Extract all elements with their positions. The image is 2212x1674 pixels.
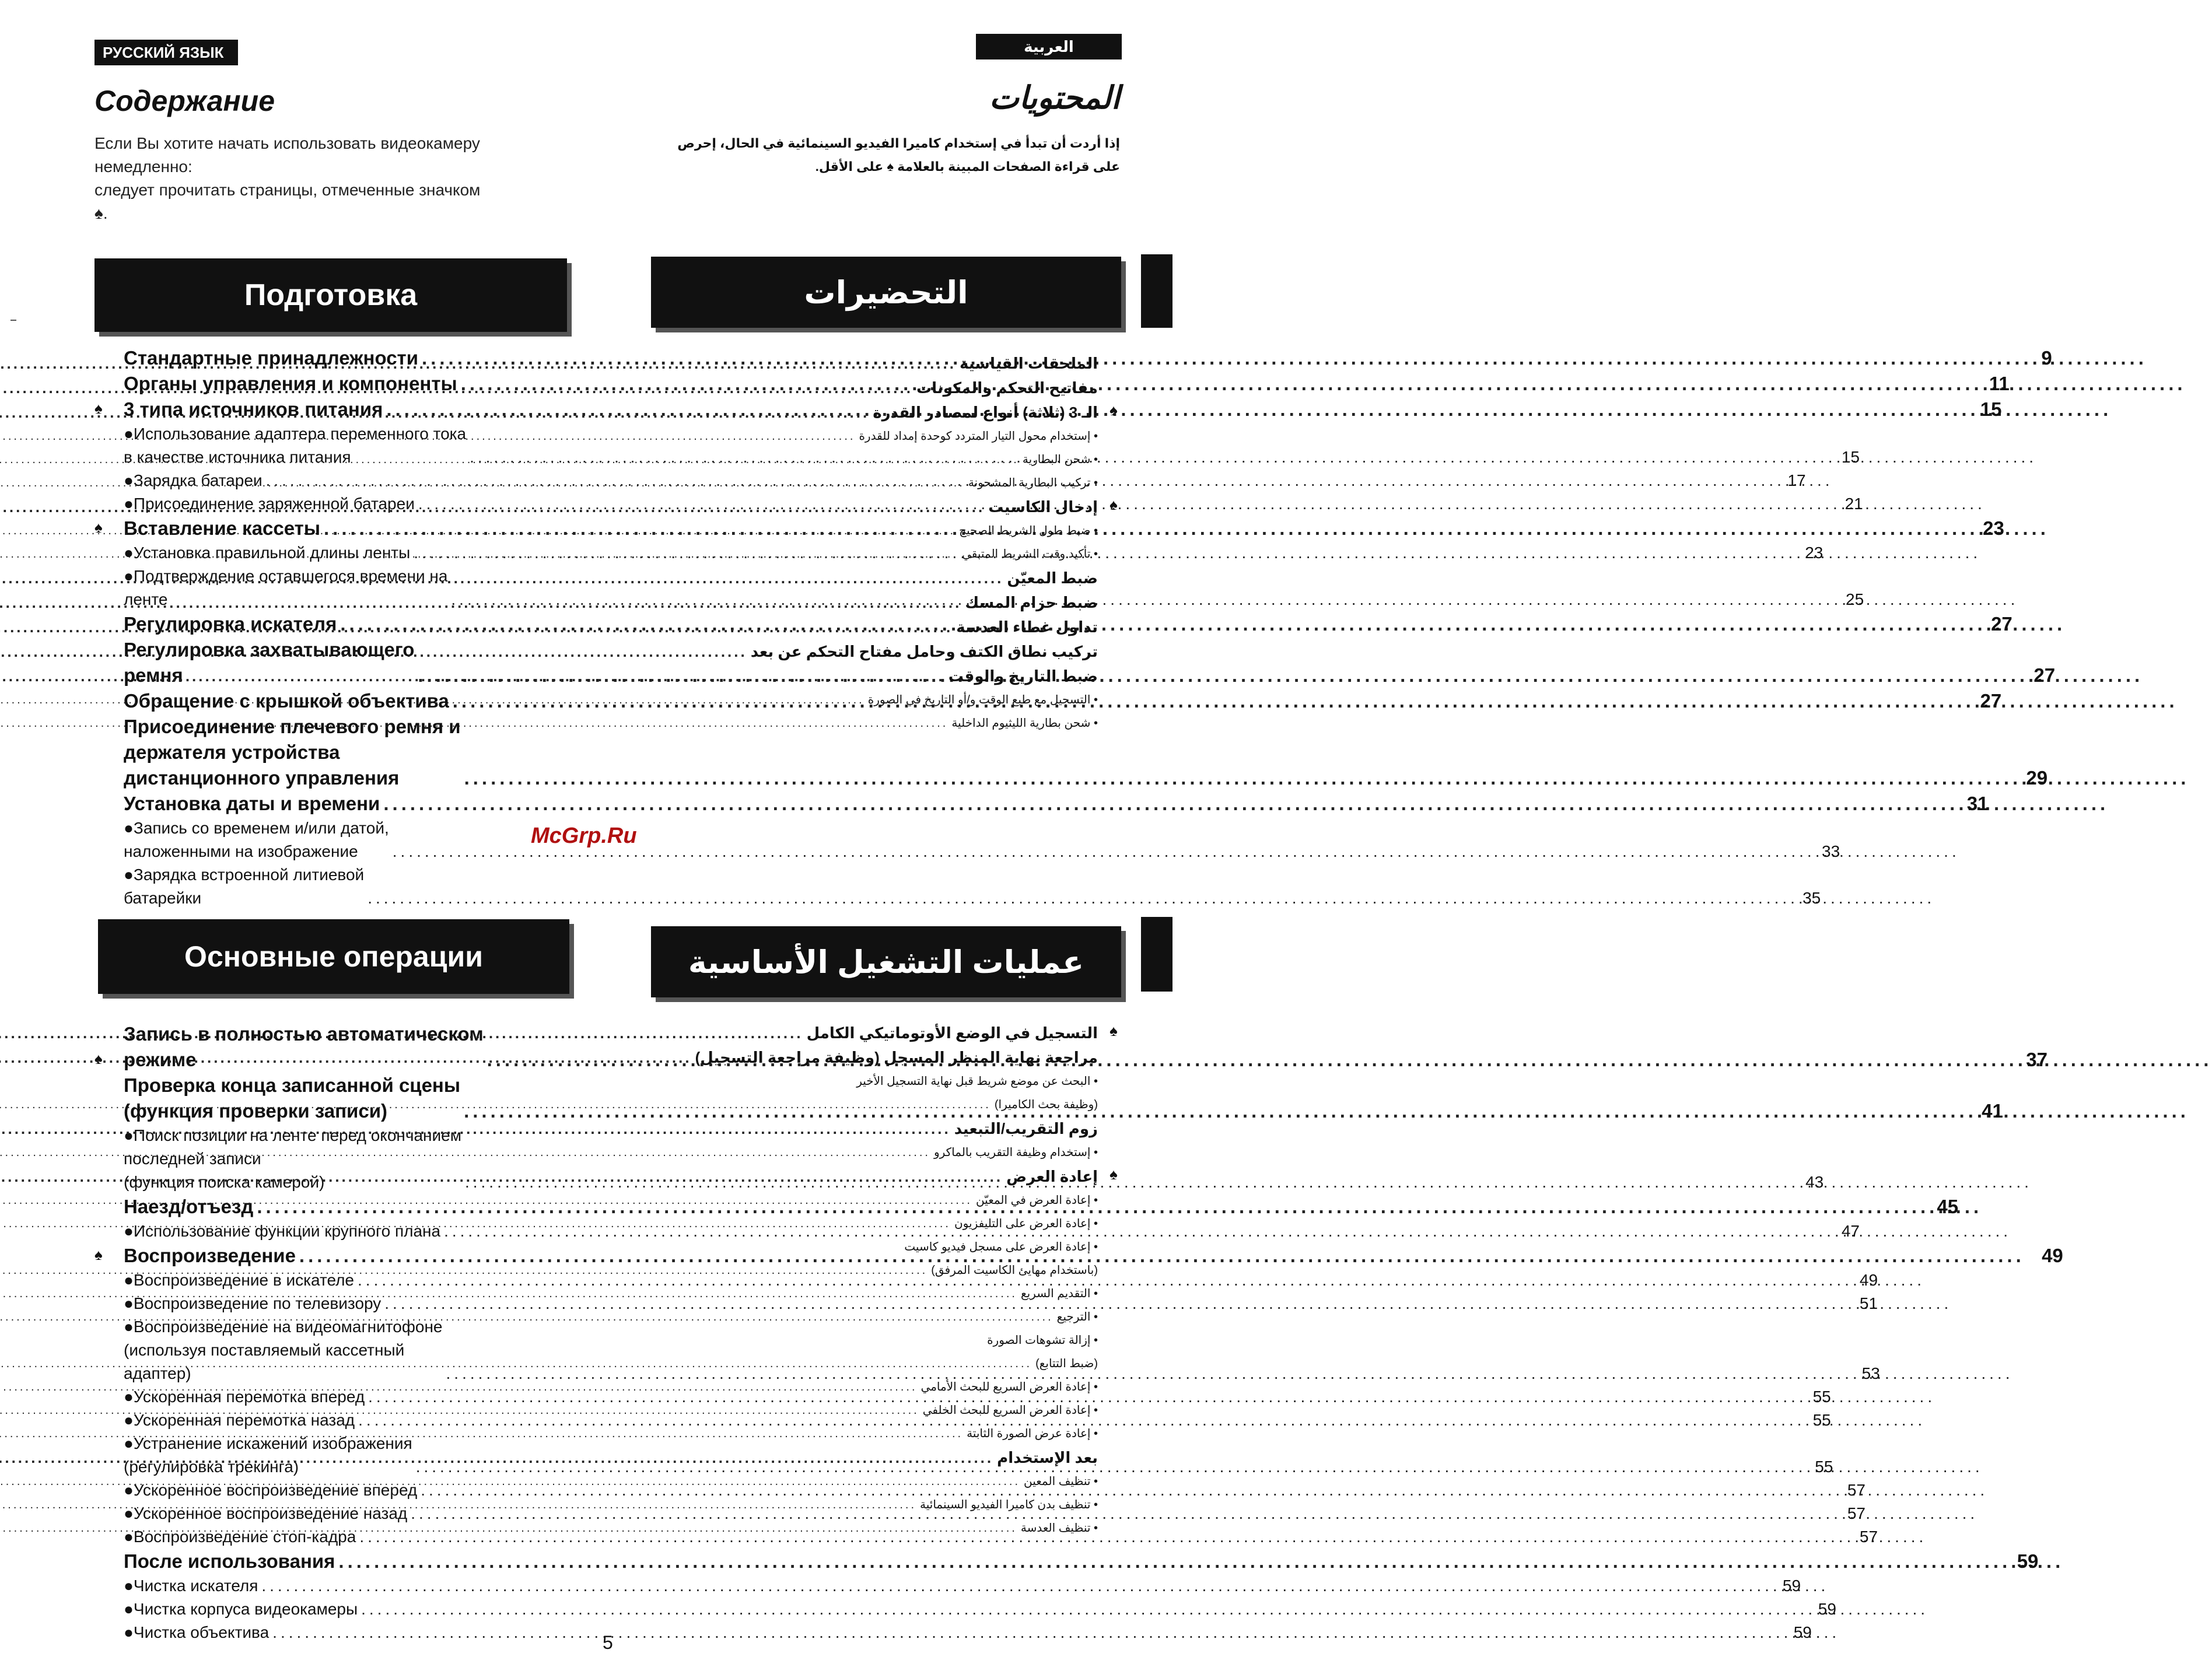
dot-leader [0, 615, 953, 639]
toc-entry-page: 59 [2017, 1550, 2039, 1572]
section-header-preparation-ar: التحضيرات [651, 257, 1121, 328]
dot-leader [0, 1399, 919, 1422]
dot-leader [272, 1621, 1773, 1644]
dot-leader [0, 1493, 916, 1517]
toc-entry-page: 33 [1822, 842, 1840, 860]
toc-entry-page: 53 [1861, 1364, 1880, 1382]
toc-entry-page: 47 [1841, 1222, 1860, 1240]
toc-entry-title: Наезд/отъезд [124, 1196, 254, 1217]
dot-leader [0, 639, 747, 664]
toc-entry-title: ●Присоединение заряженной батареи [124, 495, 415, 513]
dot-leader [0, 1445, 993, 1470]
toc-entry [649, 495, 1121, 519]
toc-entry-title: ●Установка правильной длины ленты [124, 544, 411, 562]
dot-leader [0, 495, 985, 519]
dot-leader [0, 1116, 951, 1141]
toc-entry [649, 1116, 1121, 1141]
toc-entry-title: • إعادة العرض على مسجل فيديو كاسيت [904, 1241, 1098, 1253]
toc-entry [649, 1399, 1121, 1422]
toc-entry-title: ●Ускоренное воспроизведение назад [124, 1504, 408, 1522]
toc-entry [649, 542, 1121, 566]
toc-entry-page: 55 [1815, 1458, 1833, 1476]
toc-entry [649, 664, 1121, 688]
dot-leader [0, 1259, 928, 1282]
edge-tab-basic-ops [1141, 917, 1172, 992]
margin-mark [10, 320, 16, 321]
toc-entry [649, 448, 1121, 471]
toc-entry-title: Регулировка захватывающего ремня [124, 639, 415, 686]
toc-entry-title: ●Использование адаптера переменного тока в качестве источника питания [124, 425, 467, 466]
toc-entry [649, 688, 1121, 712]
toc-entry [649, 1164, 1121, 1189]
toc-entry [649, 590, 1121, 615]
toc-entry [649, 1422, 1121, 1445]
toc-entry [94, 1621, 1812, 1644]
toc-entry-page: 55 [1812, 1411, 1831, 1429]
dot-leader [368, 887, 1782, 910]
toc-entry [649, 1470, 1121, 1493]
language-tag-arabic: العربية [976, 34, 1122, 59]
toc-entry-title: ●Запись со временем и/или датой, наложенными на изображение [124, 819, 389, 860]
dot-leader [0, 1305, 1054, 1329]
spade-icon: ♠ [1110, 1022, 1118, 1039]
toc-entry [649, 471, 1121, 495]
toc-entry-title: مفاتيح التحكم والمكونات [916, 379, 1098, 397]
dot-leader [0, 400, 869, 425]
toc-entry-title: Установка даты и времени [124, 793, 380, 814]
toc-entry-title: ●Ускоренная перемотка вперед [124, 1388, 365, 1406]
toc-entry-title: • تنظيف بدن كاميرا الفيديو السينمائية [920, 1498, 1098, 1511]
toc-entry-title: Запись в полностью автоматическом режиме [124, 1023, 484, 1070]
toc-entry-title: Присоединение плечевого ремня и держателя устройства дистанционного управления [124, 716, 461, 789]
toc-entry [649, 1517, 1121, 1540]
dot-leader [0, 1045, 692, 1070]
dot-leader [0, 351, 956, 376]
toc-entry-page: 9 [2041, 347, 2052, 369]
toc-entry-title: • تركيب البطارية المشحونة [968, 477, 1098, 489]
toc-entry-page: 11 [1989, 373, 2010, 394]
toc-entry [94, 1549, 2039, 1574]
toc-entry-title: تركيب نطاق الكتف وحامل مفتاح التحكم عن بعد [750, 643, 1098, 660]
toc-entry-page: 49 [2042, 1245, 2063, 1266]
dot-leader [0, 566, 1003, 590]
spade-icon: ♠ [1110, 401, 1118, 419]
toc-entry-title: مراجعة نهاية المنظر المسجل (وظيفة مراجعة التسجيل) [695, 1049, 1098, 1066]
section-header-basic-ops-ar: عمليات التشغيل الأساسية [651, 926, 1121, 997]
toc-entry [649, 1189, 1121, 1212]
dot-leader [0, 542, 958, 566]
toc-entry-title: إعادة العرض [1006, 1168, 1098, 1185]
toc-entry [94, 791, 1989, 817]
toc-entry-title: ●Использование функции крупного плана [124, 1222, 441, 1240]
toc-entry [649, 1445, 1121, 1470]
toc-entry-title: ●Зарядка встроенной литиевой батарейки [124, 866, 365, 907]
toc-entry [94, 863, 1821, 910]
toc-entry-title: Регулировка искателя [124, 613, 337, 635]
toc-entry-title: • ضبط طول الشريط الصحيح [959, 524, 1098, 537]
toc-entry-title: • تنظيف العدسة [1020, 1522, 1098, 1535]
watermark: McGrp.Ru [531, 824, 637, 848]
dot-leader [0, 471, 965, 495]
toc-entry-title: ضبط حزام المسك [965, 594, 1098, 611]
toc-entry-title: ●Чистка искателя [124, 1577, 258, 1595]
toc-entry-page: 27 [1991, 613, 2013, 635]
toc-entry-title: • التسجيل مع طبع الوقت و/أو التاريخ في الصورة [867, 694, 1098, 706]
spade-icon: ♠ [94, 400, 103, 417]
dot-leader [0, 1375, 918, 1399]
dot-leader [0, 1141, 930, 1164]
toc-entry-title: Проверка конца записанной сцены (функция проверки записи) [124, 1074, 461, 1122]
toc-entry-page: 57 [1859, 1528, 1878, 1546]
dot-leader [361, 1598, 1798, 1621]
toc-entry-title: • إزالة تشوهات الصورة [987, 1334, 1098, 1347]
toc-entry-page: 51 [1859, 1294, 1878, 1312]
dot-leader [0, 376, 913, 400]
spade-icon: ♠ [94, 1050, 103, 1067]
toc-entry [649, 519, 1121, 542]
dot-leader [0, 1470, 1020, 1493]
dot-leader [0, 1093, 991, 1116]
toc-entry-title: • التقديم السريع [1020, 1287, 1098, 1300]
toc-entry [649, 1235, 1121, 1259]
toc-entry [649, 425, 1121, 448]
toc-entry [649, 1259, 1121, 1282]
toc-entry-title: Обращение с крышкой объектива [124, 690, 449, 712]
toc-entry-title: الملحقات القياسية [960, 355, 1098, 372]
toc-entry-title: إدخال الكاسيت [988, 498, 1098, 516]
toc-entry-title: ●Подтверждение оставшегося времени на ленте [124, 567, 448, 608]
dot-leader [0, 1164, 1003, 1189]
toc-entry-page: 59 [1793, 1623, 1812, 1641]
toc-entry [94, 1598, 1836, 1621]
toc-entry [649, 1282, 1121, 1305]
toc-entry-page: 31 [1966, 793, 1989, 814]
toc-entry-title: ●Чистка объектива [124, 1623, 270, 1641]
toc-entry-page: 27 [1980, 690, 2002, 712]
toc-entry [649, 1045, 1121, 1070]
toc-entry-title: ●Чистка корпуса видеокамеры [124, 1600, 358, 1618]
intro-text-russian: Если Вы хотите начать использовать видеокамеру немедленно: следует прочитать страницы, отмеченные значком ♠. [94, 134, 481, 222]
toc-entry-title: ●Зарядка батареи [124, 471, 262, 489]
dot-leader [0, 688, 864, 712]
toc-entry-title: ●Ускоренная перемотка назад [124, 1411, 355, 1429]
dot-leader [0, 1282, 1017, 1305]
toc-entry [649, 1352, 1121, 1375]
toc-entry-title: • تأكيد وقت الشريط المتبقي [962, 548, 1098, 561]
toc-entry-title: ضبط المعيّن [1007, 569, 1098, 587]
toc-entry-title: 3 типа источников питания [124, 398, 383, 420]
toc-entry-title: التسجيل في الوضع الأوتوماتيكي الكامل [806, 1024, 1098, 1042]
toc-entry-page: 27 [2034, 664, 2056, 686]
toc-entry [649, 615, 1121, 639]
toc-entry-title: ●Воспроизведение по телевизору [124, 1294, 382, 1312]
toc-entry-title: زوم التقريب/التبعيد [954, 1120, 1098, 1137]
toc-entry-title: • الترجيع [1056, 1311, 1098, 1323]
dot-leader [0, 1352, 1032, 1375]
toc-entry-title: ضبط التاريخ والوقت [948, 667, 1098, 685]
toc-entry-title: • إستخدام وظيفة التقريب بالماكرو [933, 1146, 1098, 1159]
dot-leader [0, 1517, 1017, 1540]
toc-entry-title: (باستخدام مهايئ الكاسيت المرفق) [931, 1264, 1098, 1277]
dot-leader [0, 519, 956, 542]
toc-entry-title: Органы управления и компоненты [124, 373, 457, 394]
language-tag-russian: РУССКИЙ ЯЗЫК [94, 40, 238, 65]
toc-entry-title: Вставление кассеты [124, 517, 321, 539]
toc-entry-title: • إعادة العرض السريع للبحث الخلفي [922, 1404, 1098, 1417]
dot-leader [0, 448, 1019, 471]
dot-leader [338, 1549, 2000, 1574]
toc-entry-title: • إعادة عرض الصورة الثابتة [967, 1427, 1098, 1440]
toc-entry-page: 49 [1859, 1271, 1878, 1289]
toc-entry-title: • إعادة العرض في المعيّن [975, 1194, 1098, 1207]
toc-entry-title: ●Ускоренное воспроизведение вперед [124, 1481, 418, 1499]
toc-entry [649, 1093, 1121, 1116]
intro-text-arabic: إذا أردت أن تبدأ في إستخدام كاميرا الفيديو السينمائية في الحال، إحرص على قراءة الصفحات المبينة بالعلامة ♠ على الأقل. [677, 136, 1120, 174]
toc-entry [649, 1375, 1121, 1399]
toc-entry-title: • البحث عن موضع شريط قبل نهاية التسجيل الأخير [856, 1075, 1098, 1088]
dot-leader [0, 1189, 972, 1212]
toc-entry-title: • شحن بطارية الليثيوم الداخلية [951, 717, 1098, 730]
dot-leader [0, 712, 948, 735]
toc-entry-title: الـ 3 (ثلاثة) أنواع لمصادر القدرة [873, 404, 1098, 421]
spade-icon: ♠ [1110, 496, 1118, 513]
toc-entry-title: ●Поиск позиции на ленте перед окончанием последней записи (функция поиска камерой) [124, 1126, 461, 1191]
toc-entry [94, 1574, 1801, 1598]
toc-entry [649, 1141, 1121, 1164]
spade-icon: ♠ [94, 1246, 103, 1263]
toc-entry [649, 1070, 1121, 1093]
dot-leader [464, 765, 2010, 791]
toc-entry-page: 23 [1805, 544, 1824, 562]
page-number: 5 [603, 1632, 613, 1653]
toc-entry-page: 41 [1982, 1100, 2003, 1122]
toc-entry-page: 21 [1845, 495, 1863, 513]
toc-entry [649, 351, 1121, 376]
toc-entry-title: ●Воспроизведение стоп-кадра [124, 1528, 356, 1546]
toc-entry-title: • إعادة العرض على التليفزيون [954, 1217, 1098, 1230]
toc-entry-title: Стандартные принадлежности [124, 347, 419, 369]
toc-entry-page: 43 [1805, 1173, 1824, 1191]
page-title-arabic: المحتويات [989, 80, 1120, 115]
toc-entry [649, 1212, 1121, 1235]
edge-tab-preparation [1141, 254, 1172, 328]
toc-entry-title: (وظيفة بحث الكاميرا) [994, 1098, 1098, 1111]
toc-entry-page: 15 [1980, 398, 2002, 420]
dot-leader [0, 1422, 963, 1445]
toc-entry [649, 1493, 1121, 1517]
toc-entry-title: بعد الإستخدام [997, 1449, 1098, 1466]
toc-entry [649, 639, 1121, 664]
dot-leader [0, 1212, 951, 1235]
toc-entry-page: 37 [2026, 1049, 2048, 1070]
toc-entry-title: • إعادة العرض السريع للبحث الأمامي [921, 1381, 1098, 1393]
toc-entry [649, 566, 1121, 590]
page-title-russian: Содержание [94, 85, 275, 117]
toc-entry-title: • تنظيف المعين [1024, 1475, 1098, 1488]
toc-entry [649, 1305, 1121, 1329]
toc-entry-page: 59 [1818, 1600, 1836, 1618]
toc-entry [649, 712, 1121, 735]
toc-entry-page: 25 [1846, 590, 1864, 608]
spade-icon: ♠ [1110, 1165, 1118, 1183]
section-header-basic-ops-ru: Основные операции [98, 919, 569, 994]
toc-entry-page: 59 [1782, 1577, 1801, 1595]
toc-entry-title: ●Воспроизведение в искателе [124, 1271, 355, 1289]
toc-list-basic-ops-ar [649, 1021, 1121, 1540]
toc-entry [649, 376, 1121, 400]
toc-entry-title: • شحن البطارية [1022, 453, 1098, 466]
toc-entry [649, 400, 1121, 425]
dot-leader [0, 664, 945, 688]
toc-entry-page: 29 [2026, 767, 2048, 789]
dot-leader [0, 590, 961, 615]
toc-entry-page: 15 [1841, 448, 1860, 466]
dot-leader [0, 1021, 803, 1045]
toc-entry [649, 1329, 1121, 1352]
dot-leader [0, 425, 855, 448]
section-header-preparation-ru: Подготовка [94, 258, 567, 332]
toc-entry-title: • إستخدام محول التيار المتردد كوحدة إمداد للقدرة [859, 430, 1098, 443]
toc-entry-page: 57 [1847, 1481, 1866, 1499]
toc-list-preparation-ar [649, 351, 1121, 735]
toc-entry [649, 1021, 1121, 1045]
toc-entry-title: После использования [124, 1550, 335, 1572]
toc-entry-title: ●Воспроизведение на видеомагнитофоне (используя поставляемый кассетный адаптер) [124, 1318, 443, 1382]
toc-entry-page: 17 [1787, 471, 1806, 489]
toc-entry-page: 57 [1847, 1504, 1866, 1522]
toc-entry-page: 55 [1812, 1388, 1831, 1406]
toc-entry-page: 45 [1937, 1196, 1959, 1217]
toc-entry-title: تداول غطاء العدسة [956, 618, 1098, 636]
toc-entry-title: (ضبط التتابع) [1035, 1357, 1098, 1370]
toc-entry-page: 35 [1803, 889, 1821, 907]
toc-entry-title: ●Устранение искажений изображения (регулировка трекинга) [124, 1434, 412, 1476]
toc-entry-title: Воспроизведение [124, 1245, 296, 1266]
dot-leader [261, 1574, 1762, 1598]
dot-leader [383, 791, 1950, 817]
toc-entry-page: 23 [1983, 517, 2004, 539]
spade-icon: ♠ [94, 519, 103, 536]
